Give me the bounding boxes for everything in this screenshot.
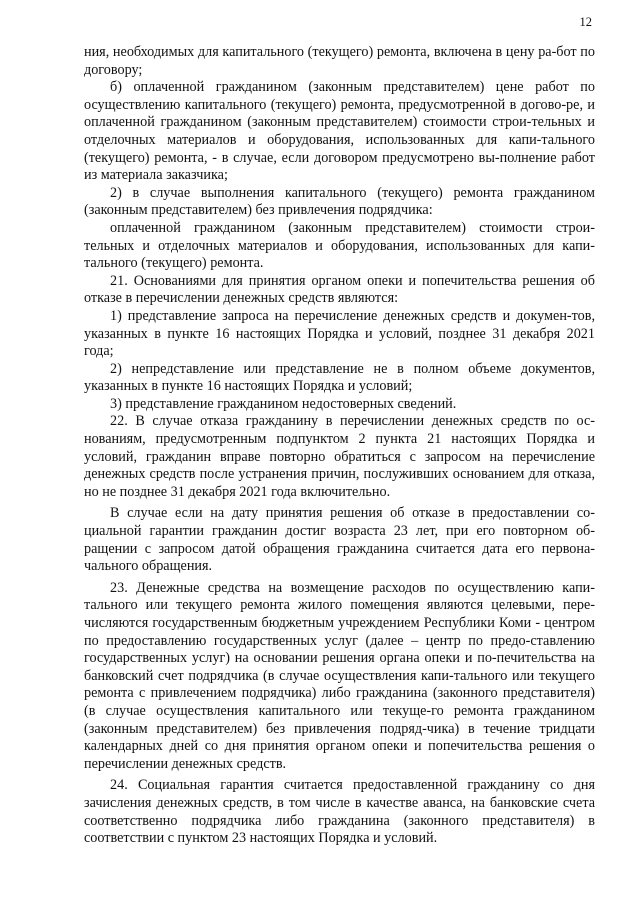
paragraph-clause-21: 21. Основаниями для принятия органом опеки и попечительства решения об отказе в перечислении денежных средств являются:: [84, 272, 595, 307]
paragraph-age-23: В случае если на дату принятия решения об отказе в предоставлении со-циальной гарантии гражданин достиг возраста 23 лет, при его повторном об-ращении с запросом датой обращения гражданина считается дата его первона-чального обращения.: [84, 505, 595, 575]
page-number: 12: [579, 15, 592, 29]
paragraph-subitem-b: б) оплаченной гражданином (законным представителем) цене работ по осуществлению капитального (текущего) ремонта, предусмотренной в догово-ре, и оплаченной гражданином (законным представителем) стоимости строи-тельных и отделочных материалов и оборудования, использованных для капи-тального (текущего) ремонта, - в случае, если договором предусмотрено вы-полнение работ из материала заказчика;: [84, 79, 595, 184]
paragraph-clause-21-item-1: 1) представление запроса на перечисление денежных средств и докумен-тов, указанных в пункте 16 настоящих Порядка и условий, позднее 31 декабря 2021 года;: [84, 307, 595, 360]
paragraph-clause-21-item-2: 2) непредставление или представление не в полном объеме документов, указанных в пункте 16 настоящих Порядка и условий;: [84, 360, 595, 395]
paragraph-continuation: ния, необходимых для капитального (текущего) ремонта, включена в цену ра-бот по договору;: [84, 44, 595, 78]
paragraph-subitem-2: 2) в случае выполнения капитального (текущего) ремонта гражданином (законным представителем) без привлечения подрядчика:: [84, 184, 595, 219]
paragraph-clause-23: 23. Денежные средства на возмещение расходов по осуществлению капи-тального или текущего ремонта жилого помещения являются целевыми, пере-числяются государственным бюджетным учреждением Республики Коми - центром по предоставлению государственных услуг (далее – центр по предо-ставлению государственных услуг) на основании решения органа опеки и по-печительства на банковский счет подрядчика (в случае осуществления капи-тального или текущего ремонта с привлечением подрядчика) либо гражданина (законного представителя) (в случае осуществления капитального или текуще-го ремонта гражданином (законным представителем) без привлечения подряд-чика) в течение тридцати календарных дней со дня принятия органом опеки и попечительства решения о перечислении денежных средств.: [84, 579, 595, 772]
paragraph-paid-materials: оплаченной гражданином (законным представителем) стоимости строи-тельных и отделочных материалов и оборудования, использованных для капи-тального (текущего) ремонта.: [84, 219, 595, 272]
document-body: [84, 44, 595, 848]
paragraph-clause-24: 24. Социальная гарантия считается предоставленной гражданину со дня зачисления денежных средств, в том числе в качестве аванса, на банковские счета соответственно подрядчика либо гражданина (законного представителя) в соответствии с пунктом 23 настоящих Порядка и условий.: [84, 777, 595, 847]
paragraph-clause-22: 22. В случае отказа гражданину в перечислении денежных средств по ос-нованиям, предусмотренным подпунктом 2 пункта 21 настоящих Порядка и условий, гражданин вправе повторно обратиться с запросом на перечисление денежных средств после устранения причин, послуживших основанием для отказа, но не позднее 31 декабря 2021 года включительно.: [84, 413, 595, 500]
paragraph-clause-21-item-3: 3) представление гражданином недостоверных сведений.: [110, 395, 457, 412]
